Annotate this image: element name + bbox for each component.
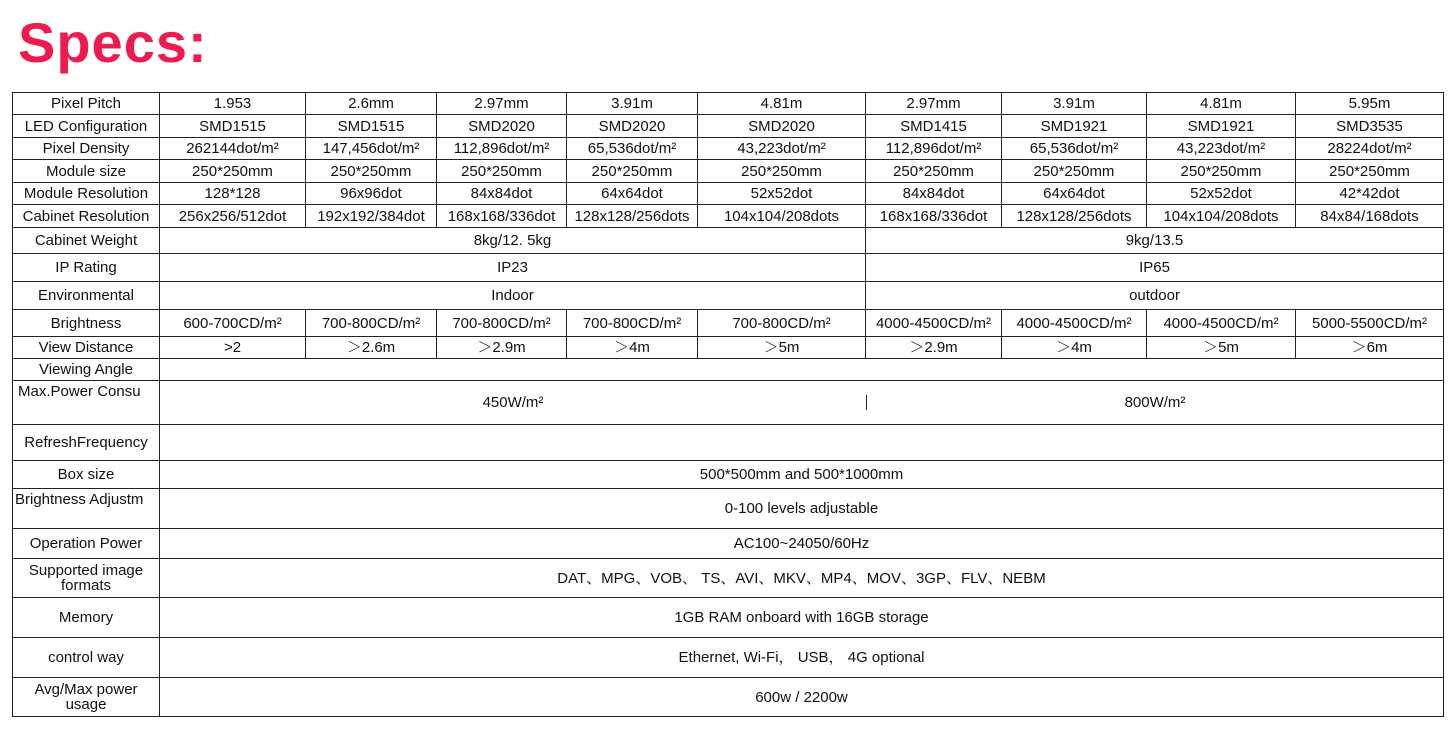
row-max-power <box>13 381 1444 425</box>
cell-density: 112,896dot/m² <box>866 138 1002 160</box>
row-ip <box>13 254 1444 282</box>
row-label: Environmental <box>13 282 160 310</box>
cell-led: SMD2020 <box>698 115 866 138</box>
cell-cabinet-res: 128x128/256dots <box>1002 205 1147 228</box>
cell-density: 262144dot/m² <box>160 138 306 160</box>
row-led <box>13 115 1444 138</box>
cell-brightness: 4000-4500CD/m² <box>1147 310 1296 337</box>
row-view-distance <box>13 337 1444 359</box>
cell-indoor: 450W/m² <box>482 395 544 410</box>
cell-view-distance: ＞5m <box>1147 337 1296 359</box>
row-module-size <box>13 160 1444 183</box>
cell-module-size: 250*250mm <box>698 160 866 183</box>
row-label: Max.Power Consu <box>13 381 160 425</box>
cell-density: 43,223dot/m² <box>698 138 866 160</box>
cell-module-res: 64x64dot <box>1002 183 1147 205</box>
cell-view-distance: ＞2.6m <box>306 337 437 359</box>
cell-pixel-pitch: 1.953 <box>160 93 306 115</box>
cell-max-power <box>160 381 1444 425</box>
cell-brightness: 4000-4500CD/m² <box>866 310 1002 337</box>
cell-cabinet-res: 128x128/256dots <box>567 205 698 228</box>
spec-table <box>12 92 1444 717</box>
row-label: Brightness Adjustm <box>13 489 160 529</box>
cell-view-distance: ＞4m <box>1002 337 1147 359</box>
max-power-split <box>160 395 1443 410</box>
row-label: Cabinet Weight <box>13 228 160 254</box>
row-label: Operation Power <box>13 529 160 559</box>
cell-density: 28224dot/m² <box>1296 138 1444 160</box>
cell-brightness: 700-800CD/m² <box>437 310 567 337</box>
cell-indoor: Indoor <box>160 282 866 310</box>
cell-module-size: 250*250mm <box>567 160 698 183</box>
cell-pixel-pitch: 3.91m <box>1002 93 1147 115</box>
cell-brightness: 4000-4500CD/m² <box>1002 310 1147 337</box>
cell-view-distance: ＞5m <box>698 337 866 359</box>
cell-pixel-pitch: 4.81m <box>1147 93 1296 115</box>
cell-module-res: 52x52dot <box>698 183 866 205</box>
cell-pixel-pitch: 2.6mm <box>306 93 437 115</box>
cell-module-res: 64x64dot <box>567 183 698 205</box>
cell-module-res: 96x96dot <box>306 183 437 205</box>
row-cabinet-weight <box>13 228 1444 254</box>
cell-formats: DAT、MPG、VOB、 TS、AVI、MKV、MP4、MOV、3GP、FLV、NEBM <box>160 559 1444 598</box>
cell-cabinet-res: 104x104/208dots <box>1147 205 1296 228</box>
cell-memory: 1GB RAM onboard with 16GB storage <box>160 598 1444 638</box>
cell-module-size: 250*250mm <box>1296 160 1444 183</box>
cell-led: SMD1515 <box>306 115 437 138</box>
cell-led: SMD1515 <box>160 115 306 138</box>
row-control <box>13 638 1444 678</box>
page-title: Specs: <box>18 11 208 74</box>
cell-module-res: 52x52dot <box>1147 183 1296 205</box>
cell-outdoor: 9kg/13.5 <box>866 228 1444 254</box>
row-label: Supported image formats <box>13 559 160 598</box>
cell-led: SMD2020 <box>437 115 567 138</box>
cell-module-size: 250*250mm <box>160 160 306 183</box>
row-brightness <box>13 310 1444 337</box>
cell-cabinet-res: 104x104/208dots <box>698 205 866 228</box>
row-viewing-angle <box>13 359 1444 381</box>
cell-module-res: 84x84dot <box>437 183 567 205</box>
cell-box-size: 500*500mm and 500*1000mm <box>160 461 1444 489</box>
row-label: Viewing Angle <box>13 359 160 381</box>
cell-brightness: 5000-5500CD/m² <box>1296 310 1444 337</box>
row-label: Pixel Pitch <box>13 93 160 115</box>
cell-density: 112,896dot/m² <box>437 138 567 160</box>
cell-module-size: 250*250mm <box>866 160 1002 183</box>
cell-pixel-pitch: 4.81m <box>698 93 866 115</box>
cell-cabinet-res: 192x192/384dot <box>306 205 437 228</box>
row-refresh <box>13 425 1444 461</box>
cell-op-power: AC100~24050/60Hz <box>160 529 1444 559</box>
row-formats <box>13 559 1444 598</box>
cell-density: 43,223dot/m² <box>1147 138 1296 160</box>
cell-view-distance: ＞6m <box>1296 337 1444 359</box>
cell-cabinet-res: 84x84/168dots <box>1296 205 1444 228</box>
cell-led: SMD2020 <box>567 115 698 138</box>
cell-cabinet-res: 168x168/336dot <box>866 205 1002 228</box>
cell-module-size: 250*250mm <box>1002 160 1147 183</box>
cell-outdoor: IP65 <box>866 254 1444 282</box>
row-brightness-adj <box>13 489 1444 529</box>
cell-outdoor: outdoor <box>866 282 1444 310</box>
cell-pixel-pitch: 2.97mm <box>866 93 1002 115</box>
row-pixel-pitch <box>13 93 1444 115</box>
row-label: LED Configuration <box>13 115 160 138</box>
cell-module-size: 250*250mm <box>306 160 437 183</box>
cell-module-res: 42*42dot <box>1296 183 1444 205</box>
cell-view-distance: ＞2.9m <box>866 337 1002 359</box>
row-env <box>13 282 1444 310</box>
row-box-size <box>13 461 1444 489</box>
cell-indoor: IP23 <box>160 254 866 282</box>
cell-view-distance: >2 <box>160 337 306 359</box>
row-op-power <box>13 529 1444 559</box>
row-label: Memory <box>13 598 160 638</box>
cell-brightness: 700-800CD/m² <box>698 310 866 337</box>
cell-indoor: 8kg/12. 5kg <box>160 228 866 254</box>
cell-module-res: 128*128 <box>160 183 306 205</box>
row-label: RefreshFrequency <box>13 425 160 461</box>
row-label: control way <box>13 638 160 678</box>
row-memory <box>13 598 1444 638</box>
cell-density: 65,536dot/m² <box>567 138 698 160</box>
cell-module-res: 84x84dot <box>866 183 1002 205</box>
cell-empty <box>160 359 1444 381</box>
cell-avg-max: 600w / 2200w <box>160 678 1444 717</box>
cell-view-distance: ＞4m <box>567 337 698 359</box>
cell-control: Ethernet, Wi-Fi， USB， 4G optional <box>160 638 1444 678</box>
row-label: Pixel Density <box>13 138 160 160</box>
row-label: Module Resolution <box>13 183 160 205</box>
cell-pixel-pitch: 2.97mm <box>437 93 567 115</box>
cell-density: 65,536dot/m² <box>1002 138 1147 160</box>
cell-brightness: 700-800CD/m² <box>306 310 437 337</box>
cell-led: SMD3535 <box>1296 115 1444 138</box>
cell-led: SMD1415 <box>866 115 1002 138</box>
cell-cabinet-res: 256x256/512dot <box>160 205 306 228</box>
row-avg-max <box>13 678 1444 717</box>
cell-brightness: 600-700CD/m² <box>160 310 306 337</box>
row-label: Brightness <box>13 310 160 337</box>
cell-density: 147,456dot/m² <box>306 138 437 160</box>
cell-outdoor: 800W/m² <box>867 395 1444 410</box>
cell-brightness-adj: 0-100 levels adjustable <box>160 489 1444 529</box>
row-density <box>13 138 1444 160</box>
row-label: Avg/Max power usage <box>13 678 160 717</box>
cell-empty <box>160 425 1444 461</box>
cell-module-size: 250*250mm <box>1147 160 1296 183</box>
cell-module-size: 250*250mm <box>437 160 567 183</box>
row-label: View Distance <box>13 337 160 359</box>
cell-pixel-pitch: 5.95m <box>1296 93 1444 115</box>
cell-cabinet-res: 168x168/336dot <box>437 205 567 228</box>
cell-led: SMD1921 <box>1147 115 1296 138</box>
row-label: Box size <box>13 461 160 489</box>
row-label: Cabinet Resolution <box>13 205 160 228</box>
cell-pixel-pitch: 3.91m <box>567 93 698 115</box>
row-cabinet-res <box>13 205 1444 228</box>
row-module-res <box>13 183 1444 205</box>
cell-led: SMD1921 <box>1002 115 1147 138</box>
row-label: Module size <box>13 160 160 183</box>
cell-brightness: 700-800CD/m² <box>567 310 698 337</box>
cell-view-distance: ＞2.9m <box>437 337 567 359</box>
row-label: IP Rating <box>13 254 160 282</box>
